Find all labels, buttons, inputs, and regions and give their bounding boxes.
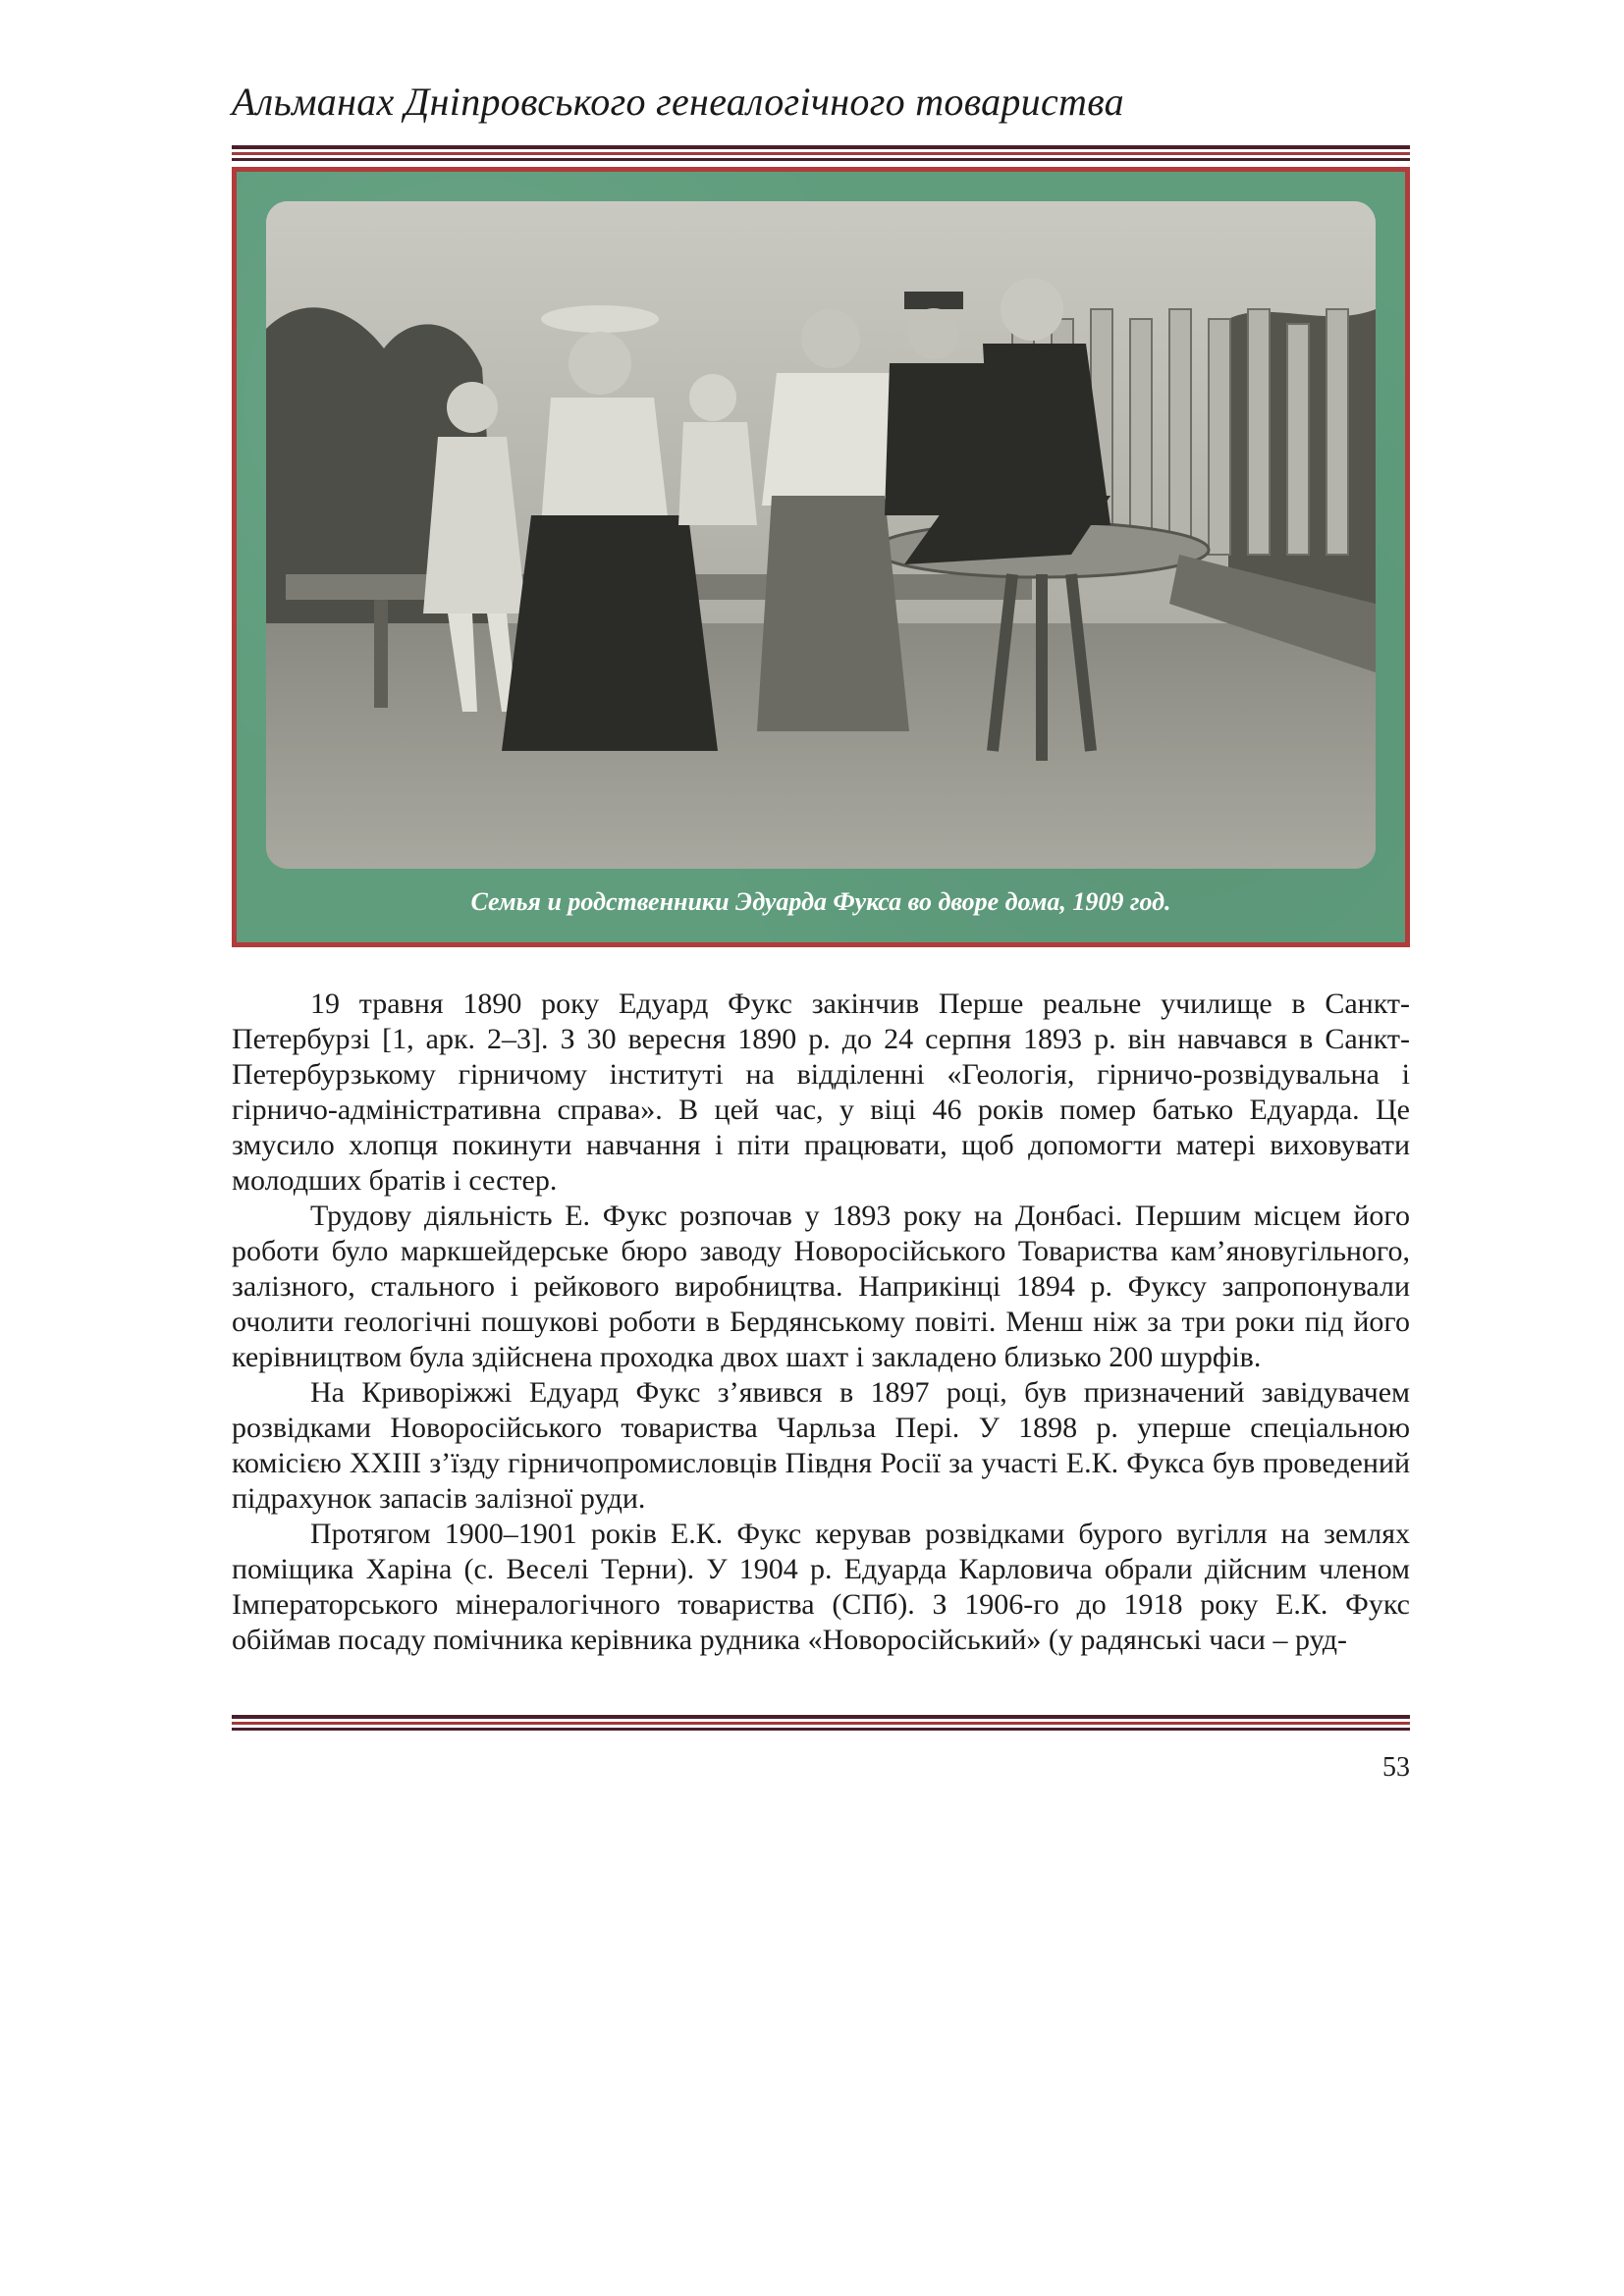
article-body — [232, 987, 1410, 1658]
page-number: 53 — [1382, 1752, 1410, 1783]
paragraph: На Криворіжжі Едуард Фукс з’явився в 1897 році, був призначений завідувачем розвідками Новоросійського товариства Чарльза Пері. У 1898 р. уперше спеціальною комісією XXIII з’їзду гірничопромисловців Півдня Росії за участі Е.К. Фукса був проведений підрахунок запасів залізної руди. — [232, 1376, 1410, 1515]
photo-caption: Семья и родственники Эдуарда Фукса во дворе дома, 1909 год. — [470, 887, 1171, 916]
footer-rule — [232, 1715, 1410, 1734]
family-photo-image — [266, 201, 1376, 869]
paragraph: Протягом 1900–1901 років Е.К. Фукс керував розвідками бурого вугілля на землях поміщика Харіна (с. Веселі Терни). У 1904 р. Едуарда Карловича обрали дійсним членом Імператорського мінералогічного товариства (СПб). З 1906-го до 1918 року Е.К. Фукс обіймав посаду помічника керівника рудника «Новоросійський» (у радянські часи – руд- — [232, 1518, 1410, 1656]
photo-frame — [232, 167, 1410, 947]
almanac-title: Альманах Дніпровського генеалогічного товариства — [232, 80, 1124, 124]
paragraph: Трудову діяльність Е. Фукс розпочав у 1893 року на Донбасі. Першим місцем його роботи було маркшейдерське бюро заводу Новоросійського Товариства кам’яновугільного, залізного, стального і рейкового виробництва. Наприкінці 1894 р. Фуксу запропонували очолити геологічні пошукові роботи в Бердянському повіті. Менш ніж за три роки під його керівництвом була здійснена проходка двох шахт і закладено близько 200 шурфів. — [232, 1200, 1410, 1373]
family-photo — [266, 201, 1376, 869]
paragraph: 19 травня 1890 року Едуард Фукс закінчив Перше реальне училище в Санкт-Петербурзі [1, арк. 2–3]. З 30 вересня 1890 р. до 24 серпня 1893 р. він навчався в Санкт-Петербурзькому гірничому інституті на відділенні «Геологія, гірничо-розвідувальна і гірничо-адміністративна справа». В цей час, у віці 46 років помер батько Едуарда. Це змусило хлопця покинути навчання і піти працювати, щоб допомогти матері виховувати молодших братів і сестер. — [232, 988, 1410, 1197]
header-rule — [232, 145, 1410, 164]
